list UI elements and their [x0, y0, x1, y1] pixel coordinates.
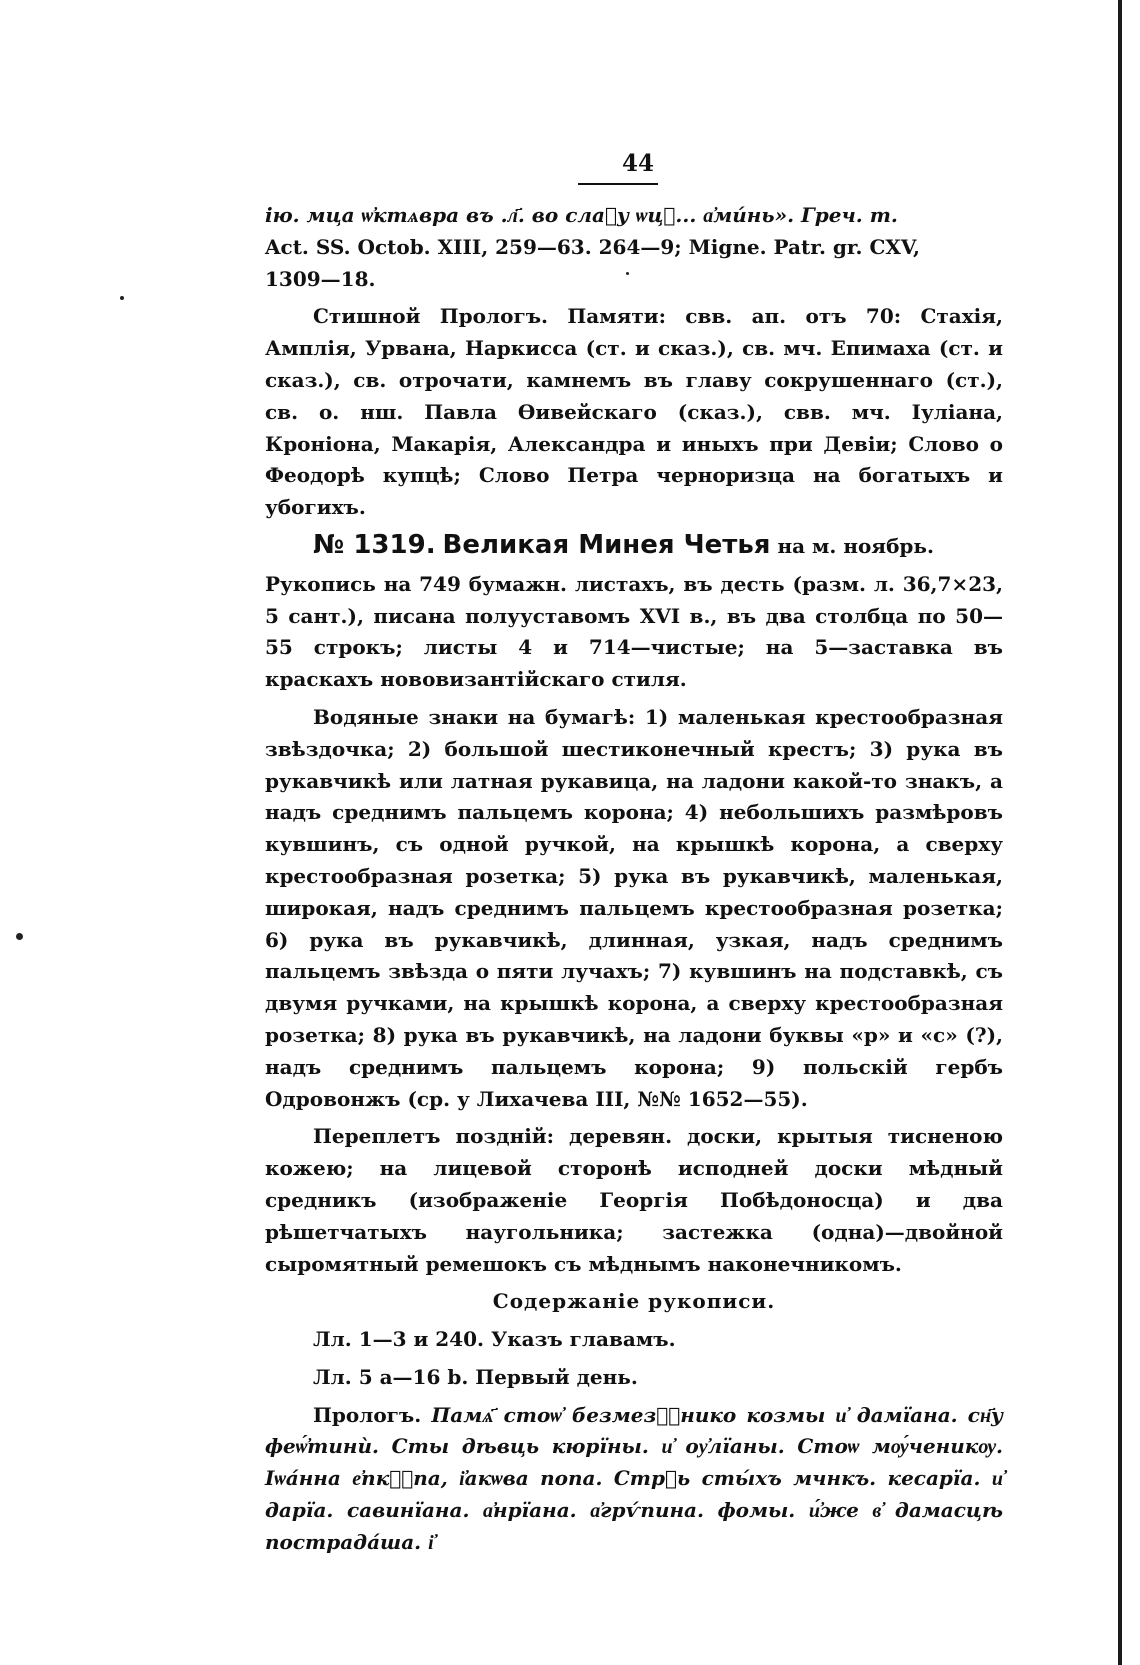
- manuscript-number: № 1319.: [313, 529, 436, 560]
- contents-item-1: Лл. 1—3 и 240. Указъ главамъ.: [313, 1327, 676, 1352]
- paragraph-1-cont: [265, 232, 1003, 264]
- scan-edge: [1118, 0, 1122, 1665]
- manuscript-title: Великая Минея Четья: [442, 529, 771, 560]
- prolog-paragraph: Стишной Прологъ. Памяти: свв. ап. отъ 70: Стахія, Амплія, Урвана, Наркисса (ст. и сказ.), св. мч. Епимаха (ст. и сказ.), св. отрочати, камнемъ въ главу сокрушеннаго (ст.), св. о. нш. Павла Өивейскаго (сказ.), свв. мч. Іуліана, Кроніона, Макарія, Александра и иныхъ при Девіи; Слово о Феодорѣ купцѣ; Слово Петра черноризца на богатыхъ и убогихъ.: [265, 304, 1003, 520]
- watermarks-paragraph: Водяные знаки на бумагѣ: 1) маленькая крестообразная звѣздочка; 2) большой шестиконечный крестъ; 3) рука въ рукавчикѣ или латная рукавица, на ладони какой-то знакъ, а надъ среднимъ пальцемъ корона; 4) небольшихъ размѣровъ кувшинъ, съ одной ручкой, на крышкѣ корона, а сверху крестообразная розетка; 5) рука въ рукавчикѣ, маленькая, широкая, надъ среднимъ пальцемъ крестообразная розетка; 6) рука въ рукавчикѣ, длинная, узкая, надъ среднимъ пальцемъ звѣзда о пяти лучахъ; 7) кувшинъ на подставкѣ, съ двумя ручками, на крышкѣ корона, а сверху крестообразная розетка; 8) рука въ рукавчикѣ, на ладони буквы «р» и «с» (?), надъ среднимъ пальцемъ корона; 9) польскій гербъ Одровонжъ (ср. у Лихачева III, №№ 1652—55).: [265, 704, 1003, 1111]
- contents-heading: Содержаніе рукописи.: [492, 1289, 776, 1314]
- manuscript-heading: [265, 530, 1003, 563]
- manuscript-month: на м. ноябрь.: [777, 533, 934, 558]
- prolog-slavonic-text: Памѧ҃ стоѡ҆ безмезⷩ҇нико козмы и҆ дамїана. сн҃у феѡ҆́тинѝ. Сты дѣвць кюрїны. и҆ оу҆лїаны. Стоѡ мѹ́ченикѹ. Іѡа́нна е҆пкⷭ҇па, і҆акѡва попа. Стрⷮь сты́хъ мчнкъ. кесарїа. и҆ дарїа. савинїана. а҆нрїана. а҆грѵ́пина. фомы. и҆́же в҆ дамасцѣ пострада́ша. і҆: [265, 1402, 1004, 1554]
- binding-paragraph: Переплетъ поздній: деревян. доски, крытыя тисненою кожею; на лицевой сторонѣ исподней доски мѣдный средникъ (изображеніе Георгія Побѣдоносца) и два рѣшетчатыхъ наугольника; застежка (одна)—двойной сыромятный ремешокъ съ мѣднымъ наконечникомъ.: [265, 1124, 1003, 1276]
- prolog-lead: Прологъ.: [313, 1402, 422, 1427]
- contents-item-2: Лл. 5 а—16 b. Первый день.: [313, 1364, 638, 1389]
- manuscript-description: Рукопись на 749 бумажн. листахъ, въ десть (разм. л. 36,7×23, 5 сант.), писана полууставомъ XVI в., въ два столбца по 50—55 строкъ; листы 4 и 714—чистые; на 5—заставка въ краскахъ нововизантійскаго стиля.: [265, 571, 1003, 692]
- paragraph-1-line-3: 1309—18.: [265, 266, 376, 291]
- prolog-slavonic-paragraph: [265, 1400, 1003, 1559]
- paragraph-1-end: [265, 264, 1003, 296]
- paragraph-1-line-2: Act. SS. Octob. XIII, 259—63. 264—9; Migne. Patr. gr. CXV,: [265, 234, 920, 259]
- page-body: [265, 200, 1003, 1565]
- scan-speck: [120, 296, 124, 300]
- paragraph-1: [265, 200, 1003, 232]
- page-number-rule: [578, 183, 658, 185]
- page-number: 44: [621, 150, 654, 177]
- paragraph-1-line-1: ію. мца ѡ҆ктѧвра въ .л҃. во слаⷡу ѡцⷶ... а҆ми́нь». Греч. т.: [265, 203, 898, 227]
- scan-speck: [16, 933, 23, 940]
